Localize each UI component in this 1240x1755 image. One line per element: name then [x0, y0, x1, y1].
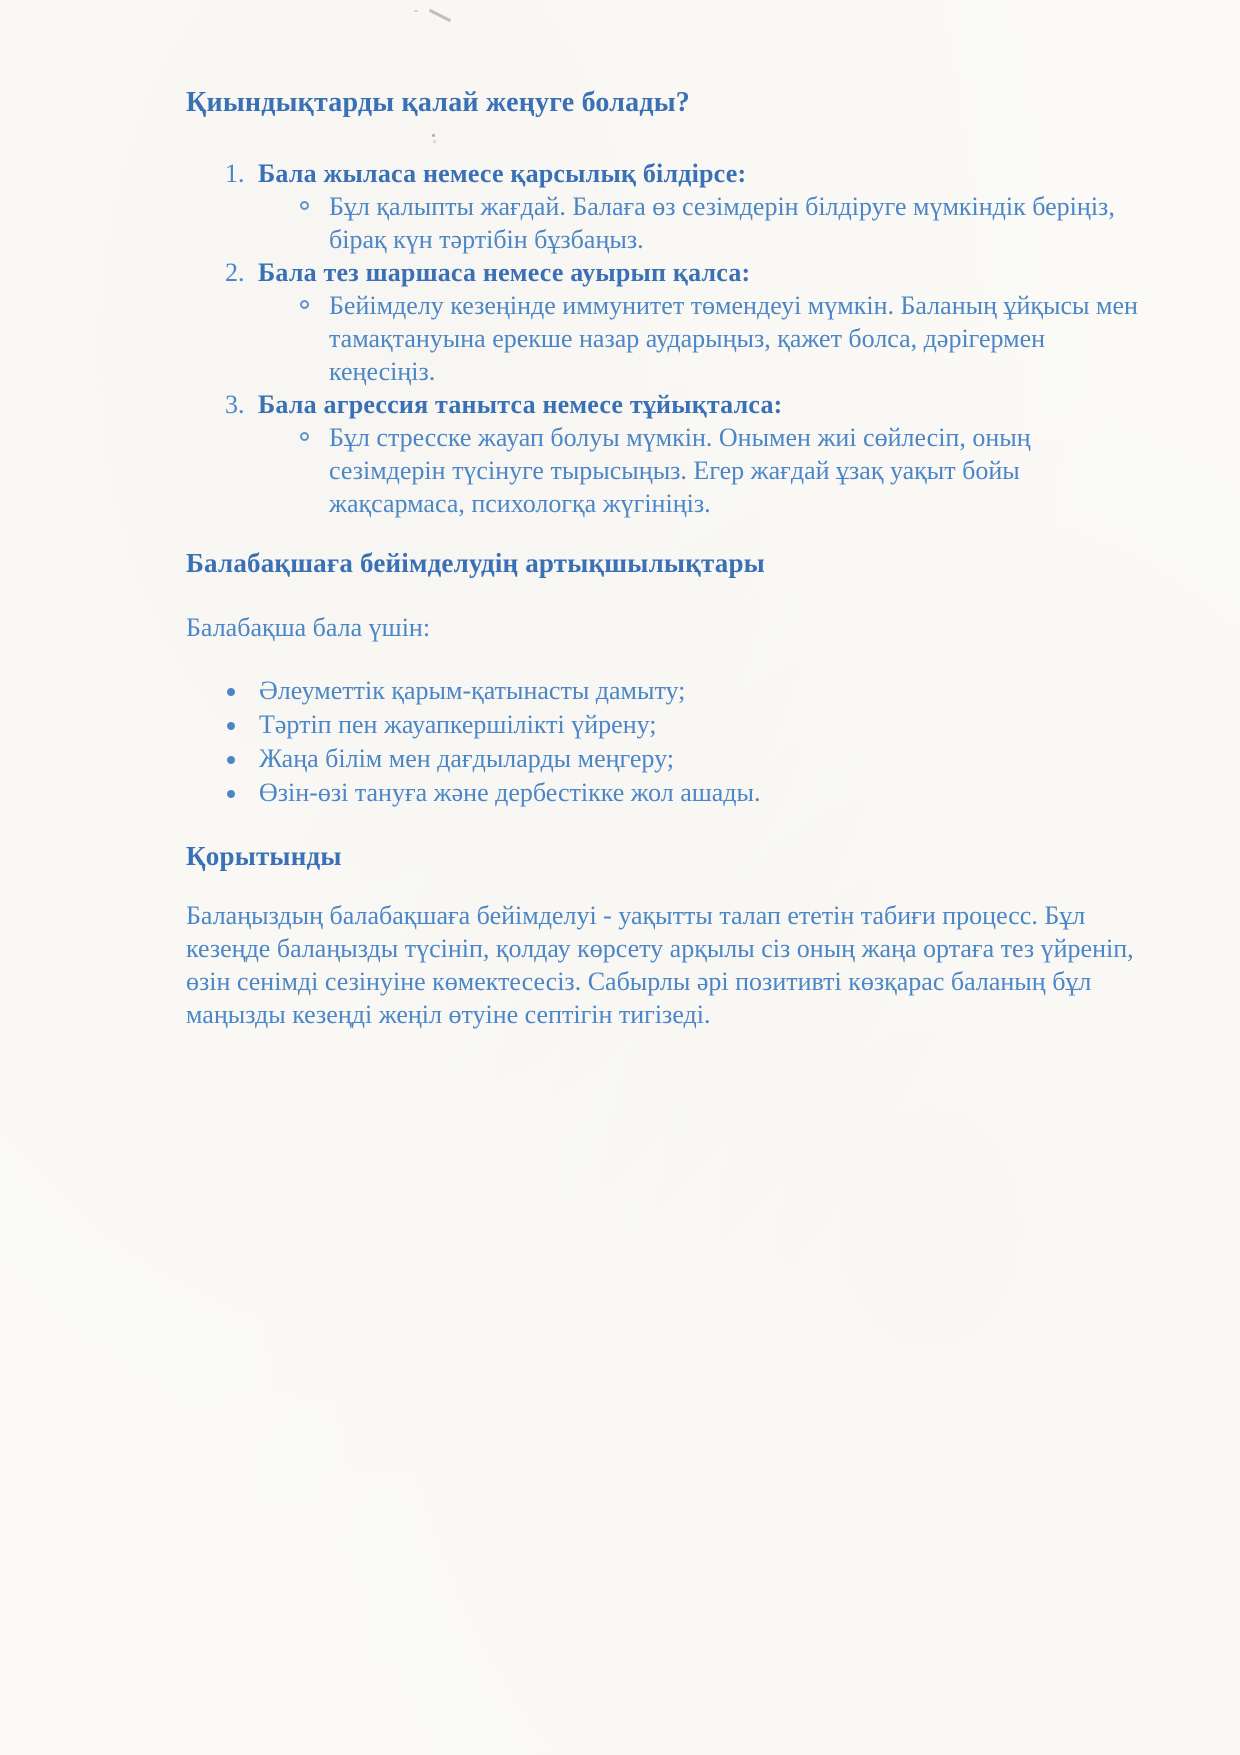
hollow-bullet-icon: [300, 432, 309, 441]
list-item-number: 1.: [225, 159, 245, 188]
heading-how-to-overcome-difficulties: Қиындықтарды қалай жеңуге болады?: [186, 87, 690, 118]
intro-kindergarten-for-child: Балабақша бала үшін:: [186, 613, 431, 642]
list-item-title: Бала жыласа немесе қарсылық білдірсе:: [258, 159, 747, 188]
list-item-detail-text: Бұл стресске жауап болуы мүмкін. Онымен жиі сөйлесіп, оның сезімдерін түсінуге тырысыңыз. Егер жағдай ұзақ уақыт бойы жақсармаса, психологқа жүгініңіз.: [329, 423, 1031, 518]
list-item-title: Бала агрессия танытса немесе тұйықталса:: [258, 390, 783, 419]
list-item: [186, 776, 1145, 810]
difficulties-numbered-list: [186, 157, 1145, 520]
scan-speck: [432, 134, 435, 137]
solid-bullet-icon: [227, 688, 235, 696]
advantages-bullet-list: [186, 674, 1145, 810]
list-item-number: 3.: [225, 390, 245, 419]
list-item: [186, 742, 1145, 776]
list-item-detail: [300, 190, 1145, 256]
list-item-detail-text: Бейімделу кезеңінде иммунитет төмендеуі мүмкін. Баланың ұйқысы мен тамақтануына ерекше назар аударыңыз, қажет болса, дәрігермен кеңесіңіз.: [329, 291, 1138, 386]
bullet-text: Тәртіп пен жауапкершілікті үйрену;: [259, 710, 657, 739]
list-item: [186, 674, 1145, 708]
solid-bullet-icon: [227, 756, 235, 764]
list-item-title: Бала тез шаршаса немесе ауырып қалса:: [258, 258, 751, 287]
list-item-heading: [186, 256, 1145, 289]
heading-advantages-of-adaptation: Балабақшаға бейімделудің артықшылықтары: [186, 548, 765, 578]
heading-conclusion: Қорытынды: [186, 841, 342, 871]
list-item-detail: [300, 421, 1145, 520]
bullet-text: Әлеуметтік қарым-қатынасты дамыту;: [259, 676, 686, 705]
list-item-detail-text: Бұл қалыпты жағдай. Балаға өз сезімдерін білдіруге мүмкіндік беріңіз, бірақ күн тәртібін бұзбаңыз.: [329, 192, 1115, 254]
bullet-text: Өзін-өзі тануға және дербестікке жол ашады.: [259, 778, 761, 807]
hollow-bullet-icon: [300, 300, 309, 309]
scan-smudge-mark: [429, 9, 452, 23]
list-item: [186, 256, 1145, 388]
list-item-heading: [186, 157, 1145, 190]
list-item-detail: [300, 289, 1145, 388]
solid-bullet-icon: [227, 790, 235, 798]
conclusion-paragraph: Балаңыздың балабақшаға бейімделуі - уақытты талап ететін табиғи процесс. Бұл кезеңде балаңызды түсініп, қолдау көрсету арқылы сіз оның жаңа ортаға тез үйреніп, өзін сенімді сезінуіне көмектесесіз. Сабырлы әрі позитивті көзқарас баланың бұл маңызды кезеңді жеңіл өтуіне септігін тигізеді.: [186, 901, 1134, 1029]
solid-bullet-icon: [227, 722, 235, 730]
list-item-heading: [186, 388, 1145, 421]
list-item-number: 2.: [225, 258, 245, 287]
hollow-bullet-icon: [300, 201, 309, 210]
scan-smudge-dot: [414, 10, 418, 12]
list-item: [186, 157, 1145, 256]
list-item: [186, 388, 1145, 520]
list-item: [186, 708, 1145, 742]
bullet-text: Жаңа білім мен дағдыларды меңгеру;: [259, 744, 674, 773]
